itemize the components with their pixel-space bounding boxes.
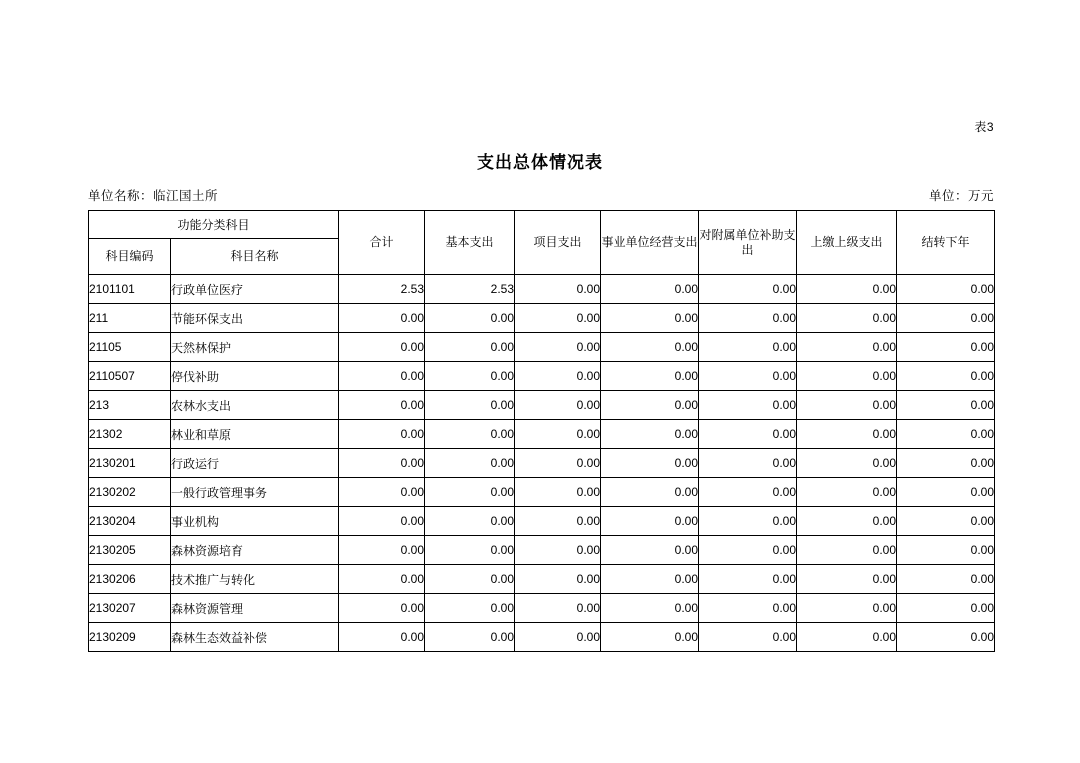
cell-name: 一般行政管理事务 — [171, 478, 339, 507]
unit-measure: 单位：万元 — [928, 189, 994, 203]
cell-total: 0.00 — [339, 507, 425, 536]
cell-carryover: 0.00 — [897, 304, 995, 333]
table-row — [89, 565, 995, 594]
group-header-functional-category: 功能分类科目 — [89, 211, 339, 239]
cell-basic: 0.00 — [425, 478, 515, 507]
document-meta — [88, 186, 994, 204]
table-row — [89, 420, 995, 449]
column-header-total: 合计 — [339, 211, 425, 275]
cell-basic: 0.00 — [425, 536, 515, 565]
cell-code: 2130205 — [89, 536, 171, 565]
cell-project: 0.00 — [515, 478, 601, 507]
cell-code: 2110507 — [89, 362, 171, 391]
cell-project: 0.00 — [515, 507, 601, 536]
cell-project: 0.00 — [515, 391, 601, 420]
cell-carryover: 0.00 — [897, 449, 995, 478]
cell-carryover: 0.00 — [897, 420, 995, 449]
cell-carryover: 0.00 — [897, 594, 995, 623]
cell-carryover: 0.00 — [897, 478, 995, 507]
cell-operating: 0.00 — [601, 507, 699, 536]
cell-subsidy: 0.00 — [699, 565, 797, 594]
cell-upper: 0.00 — [797, 594, 897, 623]
cell-operating: 0.00 — [601, 304, 699, 333]
column-header-upper-level-expenditure: 上缴上级支出 — [797, 211, 897, 275]
cell-basic: 0.00 — [425, 304, 515, 333]
cell-upper: 0.00 — [797, 478, 897, 507]
cell-operating: 0.00 — [601, 449, 699, 478]
table-row — [89, 362, 995, 391]
cell-upper: 0.00 — [797, 565, 897, 594]
cell-code: 2130204 — [89, 507, 171, 536]
cell-upper: 0.00 — [797, 304, 897, 333]
table-row — [89, 623, 995, 652]
cell-basic: 0.00 — [425, 594, 515, 623]
cell-subsidy: 0.00 — [699, 507, 797, 536]
cell-carryover: 0.00 — [897, 362, 995, 391]
cell-name: 停伐补助 — [171, 362, 339, 391]
cell-carryover: 0.00 — [897, 565, 995, 594]
cell-upper: 0.00 — [797, 536, 897, 565]
unit-name — [88, 186, 218, 204]
table-row — [89, 275, 995, 304]
cell-basic: 0.00 — [425, 449, 515, 478]
cell-operating: 0.00 — [601, 565, 699, 594]
cell-subsidy: 0.00 — [699, 478, 797, 507]
table-row — [89, 304, 995, 333]
cell-name: 森林生态效益补偿 — [171, 623, 339, 652]
table-row — [89, 478, 995, 507]
cell-code: 21105 — [89, 333, 171, 362]
cell-operating: 0.00 — [601, 420, 699, 449]
cell-total: 0.00 — [339, 536, 425, 565]
cell-carryover: 0.00 — [897, 507, 995, 536]
cell-code: 2130202 — [89, 478, 171, 507]
cell-name: 技术推广与转化 — [171, 565, 339, 594]
cell-total: 0.00 — [339, 565, 425, 594]
cell-name: 林业和草原 — [171, 420, 339, 449]
cell-total: 0.00 — [339, 623, 425, 652]
cell-project: 0.00 — [515, 275, 601, 304]
cell-operating: 0.00 — [601, 594, 699, 623]
cell-total: 0.00 — [339, 449, 425, 478]
cell-total: 0.00 — [339, 391, 425, 420]
cell-code: 211 — [89, 304, 171, 333]
column-header-carryover-next-year: 结转下年 — [897, 211, 995, 275]
cell-total: 0.00 — [339, 304, 425, 333]
column-header-basic-expenditure: 基本支出 — [425, 211, 515, 275]
cell-total: 0.00 — [339, 362, 425, 391]
cell-code: 2130207 — [89, 594, 171, 623]
column-header-project-expenditure: 项目支出 — [515, 211, 601, 275]
column-header-operating-expenditure: 事业单位经营支出 — [601, 211, 699, 275]
cell-subsidy: 0.00 — [699, 420, 797, 449]
cell-subsidy: 0.00 — [699, 333, 797, 362]
cell-upper: 0.00 — [797, 449, 897, 478]
cell-name: 节能环保支出 — [171, 304, 339, 333]
cell-name: 事业机构 — [171, 507, 339, 536]
column-header-subject-code: 科目编码 — [89, 239, 171, 275]
cell-total: 2.53 — [339, 275, 425, 304]
table-body — [89, 275, 995, 652]
cell-code: 21302 — [89, 420, 171, 449]
cell-project: 0.00 — [515, 623, 601, 652]
table-row — [89, 507, 995, 536]
cell-carryover: 0.00 — [897, 333, 995, 362]
cell-code: 2101101 — [89, 275, 171, 304]
cell-code: 2130201 — [89, 449, 171, 478]
cell-project: 0.00 — [515, 536, 601, 565]
column-header-subsidy-expenditure: 对附属单位补助支出 — [699, 211, 797, 275]
cell-code: 213 — [89, 391, 171, 420]
cell-project: 0.00 — [515, 333, 601, 362]
cell-basic: 0.00 — [425, 333, 515, 362]
sheet-label: 表3 — [974, 120, 994, 134]
cell-name: 森林资源管理 — [171, 594, 339, 623]
cell-subsidy: 0.00 — [699, 304, 797, 333]
cell-operating: 0.00 — [601, 333, 699, 362]
cell-name: 森林资源培育 — [171, 536, 339, 565]
cell-carryover: 0.00 — [897, 536, 995, 565]
cell-project: 0.00 — [515, 594, 601, 623]
cell-operating: 0.00 — [601, 536, 699, 565]
cell-upper: 0.00 — [797, 391, 897, 420]
cell-code: 2130209 — [89, 623, 171, 652]
cell-total: 0.00 — [339, 333, 425, 362]
cell-total: 0.00 — [339, 594, 425, 623]
cell-operating: 0.00 — [601, 623, 699, 652]
column-header-subject-name: 科目名称 — [171, 239, 339, 275]
expenditure-table — [88, 210, 995, 652]
cell-total: 0.00 — [339, 478, 425, 507]
cell-operating: 0.00 — [601, 362, 699, 391]
page-title: 支出总体情况表 — [477, 153, 603, 172]
cell-subsidy: 0.00 — [699, 623, 797, 652]
cell-name: 农林水支出 — [171, 391, 339, 420]
cell-operating: 0.00 — [601, 478, 699, 507]
table-row — [89, 333, 995, 362]
cell-subsidy: 0.00 — [699, 449, 797, 478]
cell-basic: 0.00 — [425, 623, 515, 652]
cell-carryover: 0.00 — [897, 623, 995, 652]
cell-project: 0.00 — [515, 362, 601, 391]
cell-subsidy: 0.00 — [699, 275, 797, 304]
cell-carryover: 0.00 — [897, 275, 995, 304]
table-head — [89, 211, 995, 275]
table-row — [89, 594, 995, 623]
unit-name-value: 临江国土所 — [153, 189, 219, 203]
table-row — [89, 391, 995, 420]
cell-basic: 0.00 — [425, 420, 515, 449]
cell-upper: 0.00 — [797, 623, 897, 652]
unit-name-label: 单位名称： — [88, 189, 154, 203]
cell-name: 天然林保护 — [171, 333, 339, 362]
cell-project: 0.00 — [515, 449, 601, 478]
cell-basic: 2.53 — [425, 275, 515, 304]
cell-basic: 0.00 — [425, 507, 515, 536]
cell-project: 0.00 — [515, 420, 601, 449]
cell-subsidy: 0.00 — [699, 391, 797, 420]
cell-name: 行政单位医疗 — [171, 275, 339, 304]
cell-subsidy: 0.00 — [699, 594, 797, 623]
table-row — [89, 536, 995, 565]
cell-name: 行政运行 — [171, 449, 339, 478]
cell-project: 0.00 — [515, 304, 601, 333]
cell-code: 2130206 — [89, 565, 171, 594]
cell-basic: 0.00 — [425, 391, 515, 420]
cell-upper: 0.00 — [797, 420, 897, 449]
table-row — [89, 449, 995, 478]
cell-upper: 0.00 — [797, 333, 897, 362]
cell-operating: 0.00 — [601, 391, 699, 420]
cell-total: 0.00 — [339, 420, 425, 449]
cell-upper: 0.00 — [797, 362, 897, 391]
cell-carryover: 0.00 — [897, 391, 995, 420]
cell-project: 0.00 — [515, 565, 601, 594]
cell-upper: 0.00 — [797, 275, 897, 304]
cell-subsidy: 0.00 — [699, 536, 797, 565]
cell-basic: 0.00 — [425, 565, 515, 594]
cell-subsidy: 0.00 — [699, 362, 797, 391]
cell-basic: 0.00 — [425, 362, 515, 391]
cell-operating: 0.00 — [601, 275, 699, 304]
table-header-row-group — [89, 211, 995, 239]
cell-upper: 0.00 — [797, 507, 897, 536]
